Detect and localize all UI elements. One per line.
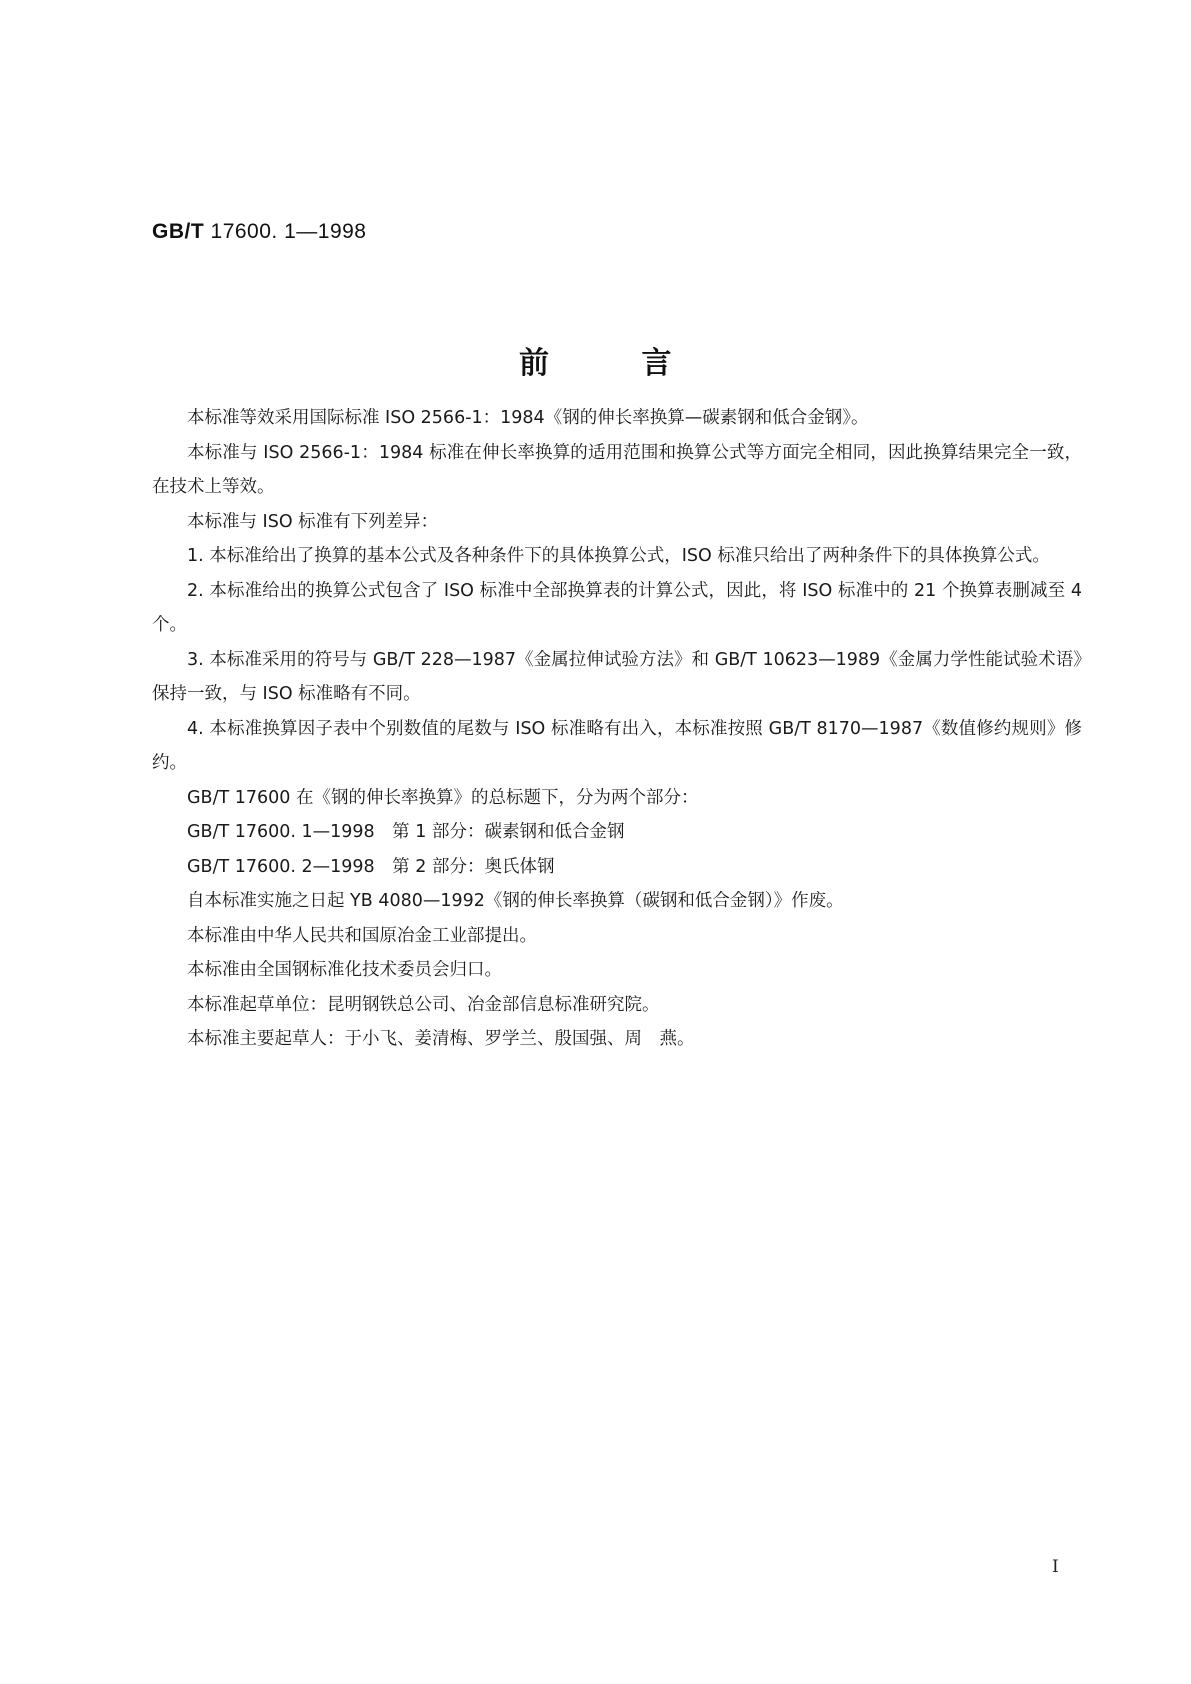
paragraph: 2. 本标准给出的换算公式包含了 ISO 标准中全部换算表的计算公式，因此，将 ISO 标准中的 21 个换算表删减至 4 个。: [152, 580, 1082, 635]
paragraph: 本标准由中华人民共和国原冶金工业部提出。: [187, 925, 537, 946]
foreword-body: [152, 401, 1082, 1057]
paragraph: 本标准主要起草人：于小飞、姜清梅、罗学兰、殷国强、周 燕。: [187, 1029, 695, 1049]
paragraph: 本标准等效采用国际标准 ISO 2566-1：1984《钢的伸长率换算—碳素钢和低合金钢》。: [187, 408, 869, 428]
paragraph: 本标准起草单位：昆明钢铁总公司、冶金部信息标准研究院。: [187, 994, 660, 1015]
paragraph: 3. 本标准采用的符号与 GB/T 228—1987《金属拉伸试验方法》和 GB/T 10623—1989《金属力学性能试验术语》保持一致，与 ISO 标准略有不同。: [152, 649, 1082, 704]
standard-prefix: GB/T: [152, 220, 205, 243]
paragraph: GB/T 17600 在《钢的伸长率换算》的总标题下，分为两个部分：: [187, 787, 699, 808]
paragraph: 本标准与 ISO 标准有下列差异：: [187, 511, 439, 532]
paragraph: 本标准由全国钢标准化技术委员会归口。: [187, 960, 502, 980]
paragraph: GB/T 17600. 1—1998 第 1 部分：碳素钢和低合金钢: [187, 822, 625, 842]
paragraph: 4. 本标准换算因子表中个别数值的尾数与 ISO 标准略有出入，本标准按照 GB/T 8170—1987《数值修约规则》修约。: [152, 718, 1082, 773]
standard-number: 17600. 1—1998: [210, 220, 367, 243]
page-title: [0, 338, 1191, 382]
paragraph: 1. 本标准给出了换算的基本公式及各种条件下的具体换算公式，ISO 标准只给出了两种条件下的具体换算公式。: [187, 546, 1050, 566]
standard-code: [152, 220, 366, 244]
paragraph: 本标准与 ISO 2566-1：1984 标准在伸长率换算的适用范围和换算公式等方面完全相同，因此换算结果完全一致，在技术上等效。: [152, 442, 1082, 497]
title-char-1: 前: [519, 346, 550, 381]
paragraph: 自本标准实施之日起 YB 4080—1992《钢的伸长率换算（碳钢和低合金钢）》作废。: [187, 891, 844, 911]
paragraph: GB/T 17600. 2—1998 第 2 部分：奥氏体钢: [187, 856, 555, 877]
page-number: I: [1052, 1557, 1059, 1577]
title-char-2: 言: [641, 346, 672, 381]
